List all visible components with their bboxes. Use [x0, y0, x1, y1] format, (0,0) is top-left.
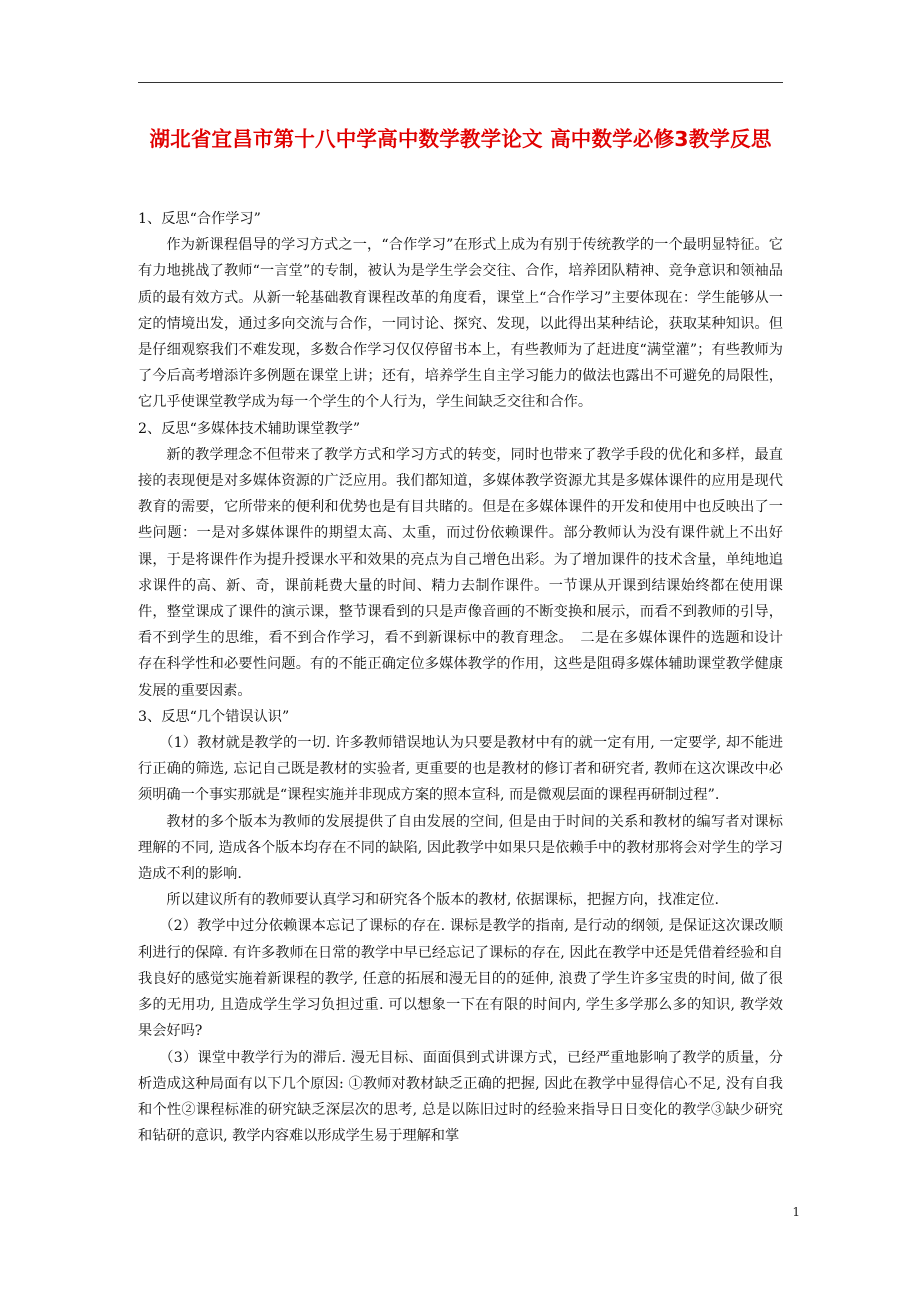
page-number: 1	[792, 1205, 800, 1219]
document-body	[138, 206, 783, 1149]
section-3-paragraph-3: 所以建议所有的教师要认真学习和研究各个版本的教材, 依据课标，把握方向，找准定位.	[166, 892, 720, 909]
section-2-heading: 2、反思“多媒体技术辅助课堂教学”	[138, 420, 361, 437]
header-rule	[138, 82, 783, 83]
section-1-heading: 1、反思“合作学习”	[138, 211, 261, 227]
section-3-heading: 3、反思“几个错误认识”	[138, 708, 290, 725]
section-2-paragraph-1: 新的教学理念不但带来了教学方式和学习方式的转变，同时也带来了教学手段的优化和多样，最直接的表现便是对多媒体资源的广泛应用。我们都知道，多媒体教学资源尤其是多媒体课件的应用是现代教育的需要，它所带来的便利和优势也是有目共睹的。但是在多媒体课件的开发和使用中也反映出了一些问题：一是对多媒体课件的期望太高、太重，而过份依赖课件。部分教师认为没有课件就上不出好课，于是将课件作为提升授课水平和效果的亮点为自己增色出彩。为了增加课件的技术含量，单纯地追求课件的高、新、奇，课前耗费大量的时间、精力去制作课件。一节课从开课到结课始终都在使用课件，整堂课成了课件的演示课，整节课看到的只是声像音画的不断变换和展示，而看不到教师的引导，看不到学生的思维，看不到合作学习，看不到新课标中的教育理念。 二是在多媒体课件的选题和设计存在科学性和必要性问题。有的不能正确定位多媒体教学的作用，这些是阻碍多媒体辅助课堂教学健康发展的重要因素。	[138, 446, 783, 699]
section-3-paragraph-5: （3）课堂中教学行为的滞后. 漫无目标、面面俱到式讲课方式，已经严重地影响了教学的质量，分析造成这种局面有以下几个原因: ①教师对教材缺乏正确的把握, 因此在教学中显得信心不足, 没有自我和个性②课程标准的研究缺乏深层次的思考, 总是以陈旧过时的经验来指导日日变化的教学③缺少研究和钻研的意识, 教学内容难以形成学生易于理解和掌	[138, 1049, 783, 1145]
document-title: 湖北省宜昌市第十八中学高中数学教学论文 高中数学必修3教学反思	[149, 127, 772, 151]
section-3-paragraph-4: （2）教学中过分依赖课本忘记了课标的存在. 课标是教学的指南, 是行动的纲领, 是保证这次课改顺利进行的保障. 有许多教师在日常的教学中早已经忘记了课标的存在, 因此在教学中还是凭借着经验和自我良好的感觉实施着新课程的教学, 任意的拓展和漫无目的的延伸, 浪费了学生许多宝贵的时间, 做了很多的无用功, 且造成学生学习负担过重. 可以想象一下在有限的时间内, 学生多学那么多的知识, 教学效果会好吗?	[138, 918, 783, 1040]
section-3-paragraph-1: （1）教材就是教学的一切. 许多教师错误地认为只要是教材中有的就一定有用, 一定要学, 却不能进行正确的筛选, 忘记自己既是教材的实验者, 更重要的也是教材的修订者和研究者, 教师在这次课改中必须明确一个事实那就是“课程实施并非现成方案的照本宣科, 而是微观层面的课程再研制过程”.	[138, 735, 783, 804]
section-1-paragraph-1: 作为新课程倡导的学习方式之一，“合作学习”在形式上成为有别于传统教学的一个最明显特征。它有力地挑战了教师“一言堂”的专制，被认为是学生学会交往、合作，培养团队精神、竞争意识和领袖品质的最有效方式。从新一轮基础教育课程改革的角度看，课堂上“合作学习”主要体现在：学生能够从一定的情境出发，通过多向交流与合作，一同讨论、探究、发现，以此得出某种结论，获取某种知识。但是仔细观察我们不难发现，多数合作学习仅仅停留书本上，有些教师为了赶进度“满堂灌”；有些教师为了今后高考增添许多例题在课堂上讲；还有，培养学生自主学习能力的做法也露出不可避免的局限性，它几乎使课堂教学成为每一个学生的个人行为，学生间缺乏交往和合作。	[138, 237, 783, 411]
section-3-paragraph-2: 教材的多个版本为教师的发展提供了自由发展的空间, 但是由于时间的关系和教材的编写者对课标理解的不同, 造成各个版本均存在不同的缺陷, 因此教学中如果只是依赖手中的教材那将会对学生的学习造成不利的影响.	[138, 813, 783, 883]
